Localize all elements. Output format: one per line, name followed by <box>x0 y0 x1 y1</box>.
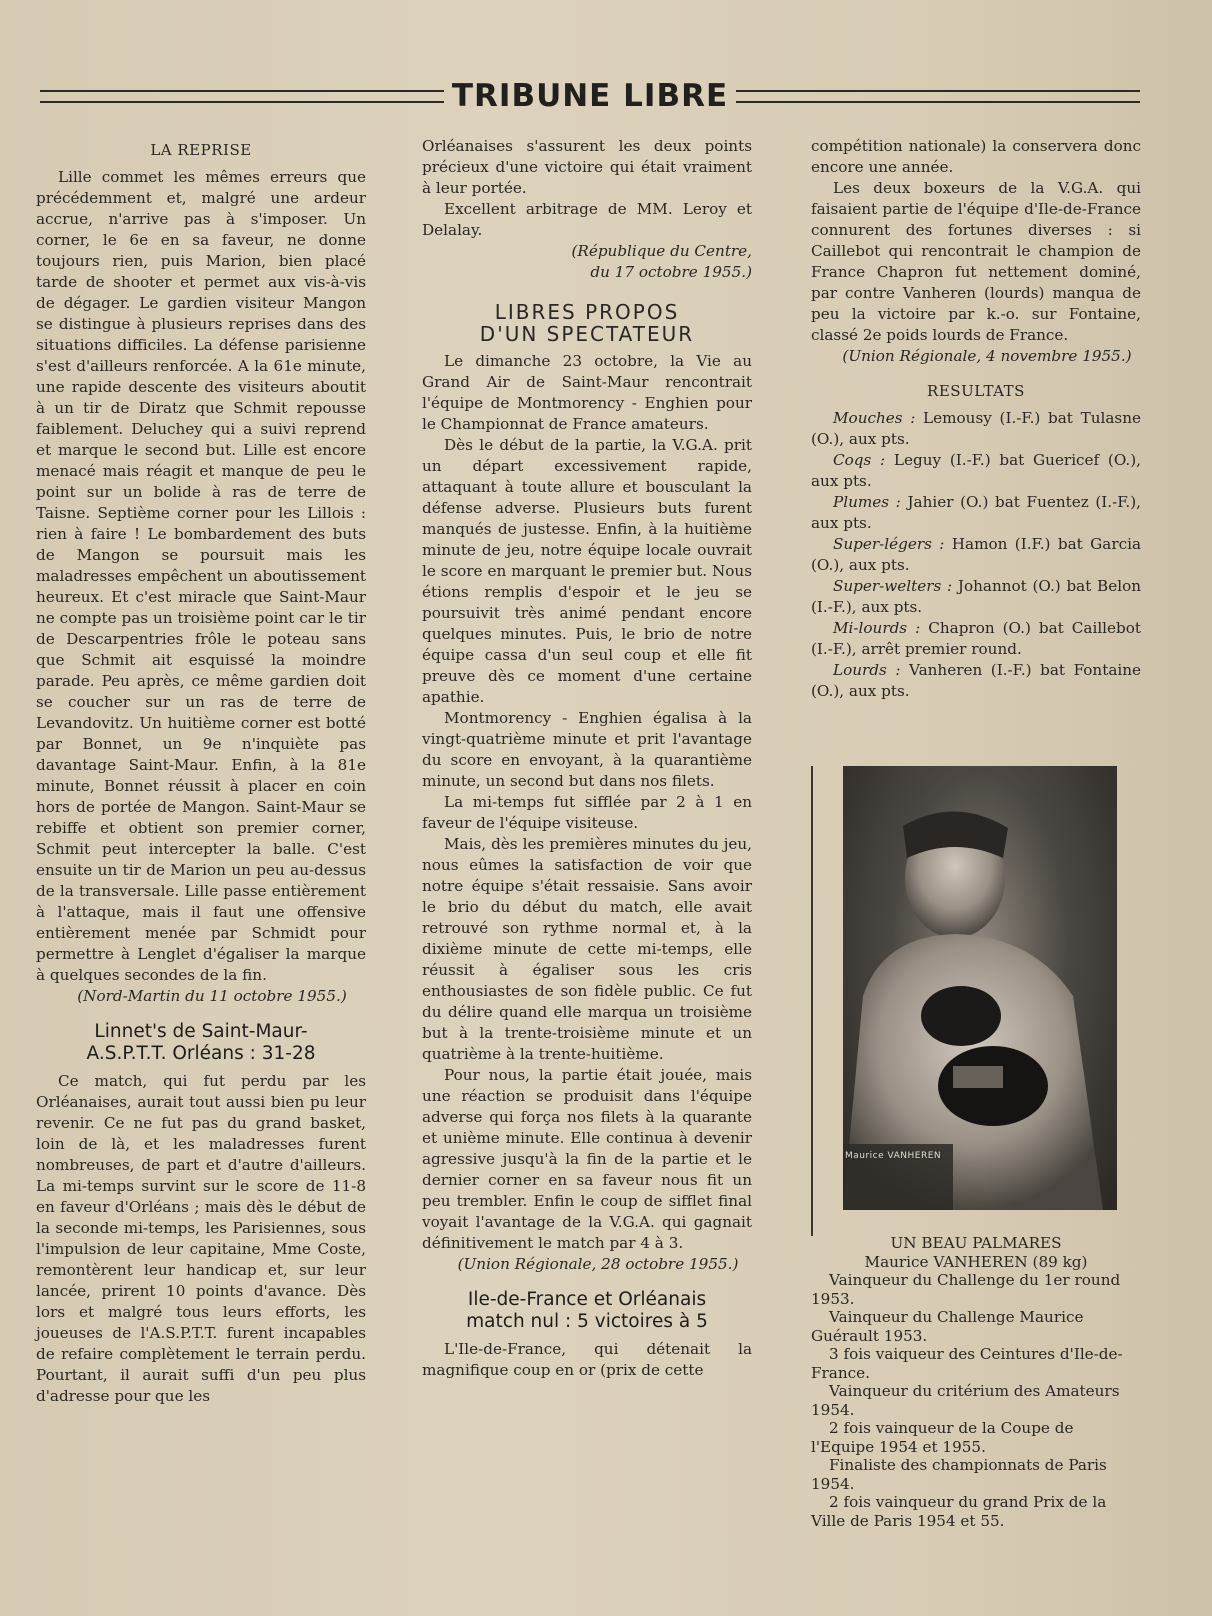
headline-libres-propos <box>422 301 752 345</box>
result-item <box>811 408 1141 450</box>
palmares-item: 2 fois vainqueur de la Coupe de l'Equipe 1954 et 1955. <box>811 1419 1074 1456</box>
photo-frame <box>811 766 1138 1236</box>
result-text: Vanheren (I.-F.) bat Fontaine (O.), aux pts. <box>811 661 1142 700</box>
palmares-title: UN BEAU PALMARES <box>890 1234 1062 1252</box>
article-paragraph: Montmorency - Enghien égalisa à la vingt-quatrième minute et prit l'avantage du score en envoyant, à la quarantième minute, un second but dans nos filets. <box>422 709 752 790</box>
article-paragraph: compétition nationale) la conservera donc encore une année. <box>811 137 1141 176</box>
palmares-item: Vainqueur du critérium des Amateurs 1954. <box>811 1382 1120 1419</box>
article-paragraph: Lille commet les mêmes erreurs que précédemment et, malgré une ardeur accrue, n'arrive pas à s'imposer. Un corner, le 6e en sa faveur, ne donne toujours rien, puis Marion, bien placé tarde de shooter et permet aux vis-à-vis de dégager. Le gardien visiteur Mangon se distingue à plusieurs reprises dans des situations difficiles. La défense parisienne s'est d'ailleurs renforcée. A la 61e minute, une rapide descente des visiteurs aboutit à un tir de Diratz que Schmit repousse faiblement. Deluchey qui a suivi reprend et marque le second but. Lille est encore menacé mais réagit et manque de peu le point sur un bolide à ras de terre de Taisne. Septième corner pour les Lillois : rien à faire ! Le bombardement des buts de Mangon se poursuit mais les maladresses empêchent un aboutissement heureux. Et c'est miracle que Saint-Maur ne compte pas un troisième point car le tir de Descarpentries frôle le poteau sans que Schmit ait esquissé la moindre parade. Peu après, ce même gardien doit se coucher sur un ras de terre de Levandovitz. Un huitième corner est botté par Bonnet, un 9e n'inquiète pas davantage Saint-Maur. Enfin, à la 81e minute, Bonnet réussit à placer en coin hors de portée de Mangon. Saint-Maur se rebiffe et obtient son premier corner, Schmit peut intercepter la balle. C'est ensuite un tir de Marion un peu au-dessus de la transversale. Lille passe entièrement à l'attaque, mais il faut une offensive entièrement menée par Schmidt pour permettre à Lenglet d'égaliser la marque à quelques secondes de la fin. <box>36 168 366 984</box>
column-3 <box>811 136 1141 702</box>
palmares-item: Vainqueur du Challenge du 1er round 1953. <box>811 1271 1121 1308</box>
result-text: Hamon (I.F.) bat Garcia (O.), aux pts. <box>811 535 1142 574</box>
palmares-block <box>811 1234 1141 1530</box>
result-text: Lemousy (I.-F.) bat Tulasne (O.), aux pts. <box>811 409 1141 448</box>
palmares-item: 3 fois vaiqueur des Ceintures d'Ile-de-France. <box>811 1345 1123 1382</box>
section-heading-la-reprise: LA REPRISE <box>150 141 252 159</box>
result-text: Jahier (O.) bat Fuentez (I.-F.), aux pts. <box>811 493 1141 532</box>
masthead <box>40 78 1140 114</box>
masthead-rule-right <box>736 90 1140 103</box>
article-paragraph: La mi-temps fut sifflée par 2 à 1 en faveur de l'équipe visiteuse. <box>422 793 752 832</box>
column-2 <box>422 136 752 1381</box>
result-item <box>811 660 1141 702</box>
source-citation: (Union Régionale, 28 octobre 1955.) <box>457 1255 739 1273</box>
result-item <box>811 576 1141 618</box>
masthead-title: TRIBUNE LIBRE <box>451 78 729 114</box>
palmares-name: Maurice VANHEREN (89 kg) <box>864 1252 1088 1271</box>
article-paragraph: Excellent arbitrage de MM. Leroy et Delalay. <box>422 200 752 239</box>
article-paragraph: Orléanaises s'assurent les deux points précieux d'une victoire qui était vraiment à leur portée. <box>422 137 752 197</box>
result-item <box>811 492 1141 534</box>
boxer-silhouette <box>843 766 1117 1210</box>
result-item <box>811 450 1141 492</box>
source-citation-line-1: (République du Centre, <box>571 242 752 260</box>
article-paragraph: L'Ile-de-France, qui détenait la magnifique coup en or (prix de cette <box>422 1340 752 1379</box>
masthead-rule-left <box>40 90 444 103</box>
result-category: Mi-lourds : <box>833 619 921 637</box>
article-paragraph: Les deux boxeurs de la V.G.A. qui faisaient partie de l'équipe d'Ile-de-France connurent des fortunes diverses : si Caillebot qui rencontrait le champion de France Chapron fut nettement dominé, par contre Vanheren (lourds) manqua de peu la victoire par k.-o. sur Fontaine, classé 2e poids lourds de France. <box>811 179 1141 344</box>
source-citation: (Union Régionale, 4 novembre 1955.) <box>842 347 1132 365</box>
result-item <box>811 618 1141 660</box>
source-citation-line-2: du 17 octobre 1955.) <box>590 263 752 281</box>
results-heading: RESULTATS <box>927 382 1025 400</box>
headline-line-1: LIBRES PROPOS <box>494 300 680 324</box>
result-category: Super-légers : <box>833 535 945 553</box>
photo-label: Maurice VANHEREN <box>845 1151 942 1161</box>
result-text: Johannot (O.) bat Belon (I.-F.), aux pts. <box>811 577 1141 616</box>
palmares-item: Finaliste des championnats de Paris 1954. <box>811 1456 1107 1493</box>
headline-line-1: Ile-de-France et Orléanais <box>467 1289 707 1310</box>
result-category: Plumes : <box>833 493 901 511</box>
article-paragraph: Le dimanche 23 octobre, la Vie au Grand Air de Saint-Maur rencontrait l'équipe de Montmorency - Enghien pour le Championnat de France amateurs. <box>422 352 752 433</box>
article-paragraph: Ce match, qui fut perdu par les Orléanaises, aurait tout aussi bien pu leur revenir. Ce ne fut pas du grand basket, loin de là, et les maladresses furent nombreuses, de part et d'autre d'ailleurs. La mi-temps survint sur le score de 11-8 en faveur d'Orléans ; mais dès le début de la seconde mi-temps, les Parisiennes, sous l'impulsion de leur capitaine, Mme Coste, remontèrent leur handicap et, sur leur lancée, prirent 10 points d'avance. Dès lors et malgré tous leurs efforts, les joueuses de l'A.S.P.T.T. furent incapables de refaire complètement le terrain perdu. Pourtant, il aurait suffi d'un peu plus d'adresse pour que les <box>36 1072 366 1405</box>
result-category: Coqs : <box>833 451 886 469</box>
championship-belt <box>953 1066 1003 1088</box>
headline-line-2: D'UN SPECTATEUR <box>479 322 695 346</box>
boxer-photo <box>843 766 1117 1210</box>
article-paragraph: Dès le début de la partie, la V.G.A. prit un départ excessivement rapide, attaquant à toute allure et bousculant la défense adverse. Plusieurs buts furent manqués de justesse. Enfin, à la huitième minute de jeu, notre équipe locale ouvrait le score en marquant le premier but. Nous étions remplis d'espoir et le jeu se poursuivit très animé pendant encore quelques minutes. Puis, le brio de notre équipe cassa d'un seul coup et elle fit preuve dès ce moment d'une certaine apathie. <box>422 436 752 706</box>
result-category: Mouches : <box>833 409 916 427</box>
boxing-glove-left <box>921 986 1001 1046</box>
palmares-item: 2 fois vainqueur du grand Prix de la Ville de Paris 1954 et 55. <box>811 1493 1107 1530</box>
headline-line-1: Linnet's de Saint-Maur- <box>94 1021 308 1042</box>
result-text: Chapron (O.) bat Caillebot (I.-F.), arrêt premier round. <box>811 619 1141 658</box>
headline-line-2: A.S.P.T.T. Orléans : 31-28 <box>86 1043 316 1064</box>
source-citation: (Nord-Martin du 11 octobre 1955.) <box>77 987 347 1005</box>
headline-ile-de-france <box>422 1289 752 1333</box>
result-item <box>811 534 1141 576</box>
headline-line-2: match nul : 5 victoires à 5 <box>466 1311 708 1332</box>
results-list <box>811 408 1141 702</box>
result-text: Leguy (I.-F.) bat Guericef (O.), aux pts. <box>811 451 1141 490</box>
column-1 <box>36 136 366 1407</box>
article-paragraph: Mais, dès les premières minutes du jeu, nous eûmes la satisfaction de voir que notre équipe s'était ressaisie. Sans avoir le brio du début du match, elle avait retrouvé son rythme normal et, à la dixième minute de cette mi-temps, elle réussit à égaliser sous les cris enthousiastes de son fidèle public. Ce fut du délire quand elle marqua un troisième but à la trente-troisième minute et un quatrième à la trente-huitième. <box>422 835 752 1063</box>
palmares-item: Vainqueur du Challenge Maurice Guérault 1953. <box>811 1308 1084 1345</box>
article-paragraph: Pour nous, la partie était jouée, mais une réaction se produisit dans l'équipe adverse qui força nos filets à la quarante et unième minute. Elle continua à devenir agressive jusqu'à la fin de la partie et le dernier corner en sa faveur nous fit un peu trembler. Enfin le coup de sifflet final voyait l'avantage de la V.G.A. qui gagnait définitivement le match par 4 à 3. <box>422 1066 752 1252</box>
headline-linnets <box>36 1021 366 1065</box>
result-category: Super-welters : <box>833 577 953 595</box>
result-category: Lourds : <box>833 661 901 679</box>
